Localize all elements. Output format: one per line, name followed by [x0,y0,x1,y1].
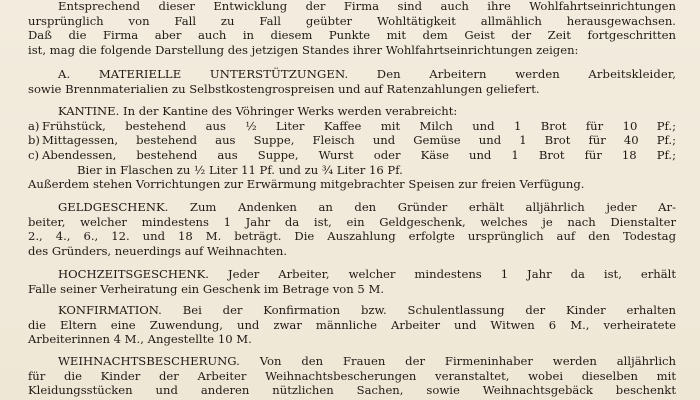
money-gift-section [28,200,676,259]
canteen-item-lunch [28,133,676,148]
text-line: des Gründers, neuerdings auf Weihnachten. [28,244,288,259]
text-line: Außerdem stehen Vorrichtungen zur Erwärmung mitgebrachter Speisen zur freien Verfügung. [28,177,585,192]
item-text: Abendessen, bestehend aus Suppe, Wurst oder Käse und 1 Brot für 18 Pf.; [42,148,676,163]
item-text: Frühstück, bestehend aus ½ Liter Kaffee mit Milch und 1 Brot für 10 Pf.; [42,118,676,133]
intro-paragraph [28,0,676,58]
section-heading-canteen: KANTINE. In der Kantine des Vöhringer Werks werden verabreicht: [58,104,458,118]
text-line: sowie Brennmaterialien zu Selbstkostengrospreisen und auf Ratenzahlungen geliefert. [28,81,540,96]
section-heading-money-gift: GELDGESCHENK. Zum Andenken an den Gründer erhält alljährlich jeder Ar- [58,200,676,214]
text-line: Entsprechend dieser Entwicklung der Firma sind auch ihre Wohlfahrtseinrichtungen [58,0,676,13]
text-line: beiter, welcher mindestens 1 Jahr da ist, ein Geldgeschenk, welches je nach Dienstalter [28,214,676,229]
text-line: für die Kinder der Arbeiter Weihnachtsbescherungen veranstaltet, wobei dieselben mit [28,368,676,383]
text-line: ist, mag die folgende Darstellung des jetzigen Standes ihrer Wohlfahrtseinrichtungen zeigen: [28,43,579,58]
section-heading-confirmation: KONFIRMATION. Bei der Konfirmation bzw. Schulentlassung der Kinder erhalten [58,303,676,317]
text-line: 2., 4., 6., 12. und 18 M. beträgt. Die Auszahlung erfolgte ursprünglich auf den Todestag [28,229,676,244]
material-support-section [28,67,676,96]
item-label: c) [28,148,40,163]
canteen-item-breakfast [28,119,676,134]
text-line: Kleidungsstücken und anderen nützlichen Sachen, sowie Weihnachtsgebäck beschenkt [28,383,676,398]
text-line: die Eltern eine Zuwendung, und zwar männliche Arbeiter und Witwen 6 M., verheiratete [28,317,676,332]
item-label: a) [28,118,40,133]
canteen-section [28,104,676,192]
text-line: Falle seiner Verheiratung ein Geschenk im Betrage von 5 M. [28,281,385,296]
section-heading-wedding-gift: HOCHZEITSGESCHENK. Jeder Arbeiter, welcher mindestens 1 Jahr da ist, erhält [58,267,676,281]
text-line: ursprünglich von Fall zu Fall geübter Wohltätigkeit allmählich herausgewachsen. [28,13,676,28]
section-heading-christmas: WEIHNACHTSBESCHERUNG. Von den Frauen der Firmeninhaber werden alljährlich [58,354,676,368]
canteen-item-dinner [28,148,676,163]
text-line: Arbeiterinnen 4 M., Angestellte 10 M. [28,332,252,347]
text-line: Daß die Firma aber auch in diesem Punkte mit dem Geist der Zeit fortgeschritten [28,28,676,43]
item-text: Mittagessen, bestehend aus Suppe, Fleisch und Gemüse und 1 Brot für 40 Pf.; [42,133,676,148]
beer-line: Bier in Flaschen zu ½ Liter 11 Pf. und zu ¾ Liter 16 Pf. [77,162,403,177]
item-label: b) [28,133,40,148]
wedding-gift-section [28,267,676,296]
section-heading-material-support: A. MATERIELLE UNTERSTÜTZUNGEN. Den Arbeitern werden Arbeitskleider, [58,67,676,81]
confirmation-section [28,303,676,347]
christmas-section [28,354,676,398]
